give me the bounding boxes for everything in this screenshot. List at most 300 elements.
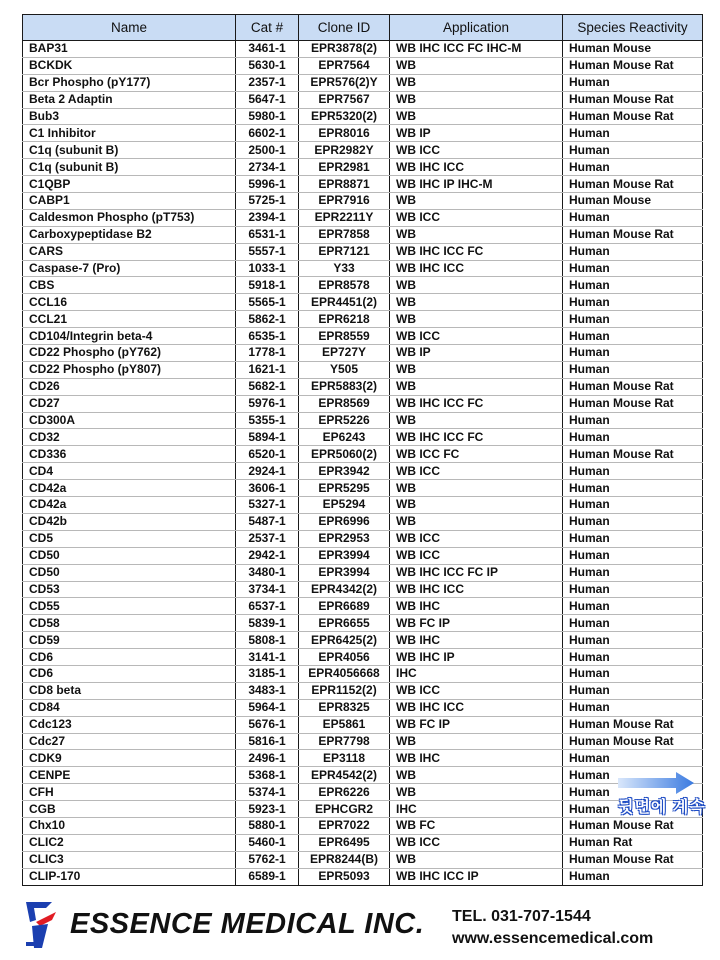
cell-species: Human: [563, 412, 703, 429]
cell-species: Human: [563, 345, 703, 362]
table-row: [23, 209, 703, 226]
table-row: [23, 733, 703, 750]
antibody-table: [22, 14, 703, 886]
table-row: [23, 294, 703, 311]
cell-species: Human Mouse Rat: [563, 446, 703, 463]
cell-name: CD58: [23, 615, 236, 632]
cell-app: WB IP: [390, 125, 563, 142]
cell-species: Human: [563, 328, 703, 345]
cell-clone: EPR7798: [299, 733, 390, 750]
cell-clone: EPR4342(2): [299, 581, 390, 598]
cell-app: WB: [390, 294, 563, 311]
cell-species: Human: [563, 547, 703, 564]
cell-cat: 6602-1: [236, 125, 299, 142]
cell-cat: 5923-1: [236, 801, 299, 818]
cell-cat: 5355-1: [236, 412, 299, 429]
table-row: [23, 176, 703, 193]
cell-cat: 5880-1: [236, 817, 299, 834]
cell-clone: EPR6425(2): [299, 632, 390, 649]
cell-cat: 5980-1: [236, 108, 299, 125]
cell-species: Human: [563, 598, 703, 615]
table-row: [23, 716, 703, 733]
cell-app: WB: [390, 226, 563, 243]
continue-note: [618, 772, 708, 820]
table-row: [23, 345, 703, 362]
table-row: [23, 767, 703, 784]
table-row: [23, 598, 703, 615]
cell-name: CD55: [23, 598, 236, 615]
cell-name: CCL21: [23, 311, 236, 328]
cell-app: WB: [390, 277, 563, 294]
table-row: [23, 649, 703, 666]
table-row: [23, 159, 703, 176]
cell-app: IHC: [390, 665, 563, 682]
table-row: [23, 632, 703, 649]
cell-clone: EPR2211Y: [299, 209, 390, 226]
table-row: [23, 91, 703, 108]
cell-cat: 5862-1: [236, 311, 299, 328]
cell-app: WB: [390, 513, 563, 530]
cell-species: Human Mouse Rat: [563, 57, 703, 74]
cell-app: WB ICC: [390, 682, 563, 699]
cell-species: Human: [563, 750, 703, 767]
cell-species: Human: [563, 801, 703, 818]
cell-clone: EPR8569: [299, 395, 390, 412]
cell-cat: 5816-1: [236, 733, 299, 750]
cell-cat: 2734-1: [236, 159, 299, 176]
table-header-row: [23, 15, 703, 41]
cell-name: CD42a: [23, 480, 236, 497]
cell-app: WB ICC: [390, 209, 563, 226]
cell-clone: EPR2982Y: [299, 142, 390, 159]
cell-cat: 3141-1: [236, 649, 299, 666]
table-row: [23, 311, 703, 328]
cell-clone: EP3118: [299, 750, 390, 767]
cell-app: WB IHC: [390, 632, 563, 649]
cell-name: Caldesmon Phospho (pT753): [23, 209, 236, 226]
cell-app: WB: [390, 311, 563, 328]
table-row: [23, 446, 703, 463]
table-row: [23, 497, 703, 514]
cell-name: CFH: [23, 784, 236, 801]
cell-clone: EPR5226: [299, 412, 390, 429]
right-arrow-icon: [618, 772, 694, 794]
cell-species: Human: [563, 243, 703, 260]
cell-cat: 5996-1: [236, 176, 299, 193]
cell-name: CD4: [23, 463, 236, 480]
cell-name: CGB: [23, 801, 236, 818]
cell-app: WB IHC ICC FC IP: [390, 564, 563, 581]
cell-clone: EPR7564: [299, 57, 390, 74]
cell-species: Human Mouse Rat: [563, 851, 703, 868]
cell-species: Human: [563, 125, 703, 142]
cell-cat: 1033-1: [236, 260, 299, 277]
cell-clone: EPR8578: [299, 277, 390, 294]
cell-name: CD6: [23, 649, 236, 666]
cell-species: Human Mouse Rat: [563, 716, 703, 733]
table-row: [23, 682, 703, 699]
cell-species: Human: [563, 581, 703, 598]
table-row: [23, 328, 703, 345]
cell-cat: 5808-1: [236, 632, 299, 649]
cell-clone: EPR7858: [299, 226, 390, 243]
cell-name: CD26: [23, 378, 236, 395]
cell-clone: EPR2981: [299, 159, 390, 176]
column-header-species: Species Reactivity: [563, 15, 703, 41]
cell-name: CD50: [23, 564, 236, 581]
cell-name: C1QBP: [23, 176, 236, 193]
cell-cat: 5565-1: [236, 294, 299, 311]
cell-species: Human: [563, 513, 703, 530]
cell-app: WB IHC ICC FC: [390, 429, 563, 446]
cell-name: CD27: [23, 395, 236, 412]
cell-clone: EPR4542(2): [299, 767, 390, 784]
cell-cat: 2942-1: [236, 547, 299, 564]
cell-app: WB: [390, 851, 563, 868]
cell-app: WB ICC: [390, 142, 563, 159]
cell-clone: EPR6655: [299, 615, 390, 632]
table-row: [23, 530, 703, 547]
cell-species: Human: [563, 632, 703, 649]
cell-cat: 5918-1: [236, 277, 299, 294]
cell-species: Human Mouse Rat: [563, 378, 703, 395]
cell-clone: EP5294: [299, 497, 390, 514]
cell-species: Human: [563, 294, 703, 311]
cell-species: Human: [563, 429, 703, 446]
table-row: [23, 699, 703, 716]
cell-clone: EPR8016: [299, 125, 390, 142]
cell-species: Human: [563, 463, 703, 480]
cell-name: BAP31: [23, 41, 236, 58]
table-row: [23, 395, 703, 412]
cell-species: Human Rat: [563, 834, 703, 851]
table-row: [23, 547, 703, 564]
cell-cat: 2924-1: [236, 463, 299, 480]
cell-name: BCKDK: [23, 57, 236, 74]
cell-app: WB IP: [390, 345, 563, 362]
cell-app: WB IHC IP IHC-M: [390, 176, 563, 193]
cell-clone: EPR7567: [299, 91, 390, 108]
cell-species: Human: [563, 615, 703, 632]
cell-clone: EPR6218: [299, 311, 390, 328]
cell-name: CBS: [23, 277, 236, 294]
cell-app: WB IHC ICC: [390, 699, 563, 716]
cell-app: WB ICC: [390, 463, 563, 480]
cell-cat: 1621-1: [236, 361, 299, 378]
cell-app: WB: [390, 57, 563, 74]
continue-on-back-text: 뒷면에 계속: [618, 799, 706, 816]
table-row: [23, 801, 703, 818]
cell-name: CD59: [23, 632, 236, 649]
cell-species: Human: [563, 209, 703, 226]
cell-name: Caspase-7 (Pro): [23, 260, 236, 277]
column-header-name: Name: [23, 15, 236, 41]
cell-app: WB: [390, 193, 563, 210]
cell-name: CD5: [23, 530, 236, 547]
cell-name: CDK9: [23, 750, 236, 767]
table-row: [23, 277, 703, 294]
cell-cat: 3480-1: [236, 564, 299, 581]
cell-name: CD53: [23, 581, 236, 598]
cell-app: WB: [390, 767, 563, 784]
cell-cat: 5839-1: [236, 615, 299, 632]
cell-clone: EPR8871: [299, 176, 390, 193]
cell-app: WB ICC: [390, 834, 563, 851]
cell-cat: 6535-1: [236, 328, 299, 345]
cell-cat: 5894-1: [236, 429, 299, 446]
cell-species: Human: [563, 74, 703, 91]
table-row: [23, 564, 703, 581]
cell-cat: 6589-1: [236, 868, 299, 885]
cell-cat: 5964-1: [236, 699, 299, 716]
cell-name: CD300A: [23, 412, 236, 429]
cell-name: CD32: [23, 429, 236, 446]
cell-cat: 3734-1: [236, 581, 299, 598]
cell-clone: EP5861: [299, 716, 390, 733]
cell-species: Human Mouse Rat: [563, 91, 703, 108]
cell-cat: 5676-1: [236, 716, 299, 733]
cell-clone: EPR5093: [299, 868, 390, 885]
cell-clone: Y505: [299, 361, 390, 378]
table-body: [23, 41, 703, 886]
table-row: [23, 480, 703, 497]
cell-app: WB: [390, 74, 563, 91]
cell-name: CD8 beta: [23, 682, 236, 699]
cell-app: WB: [390, 497, 563, 514]
cell-clone: Y33: [299, 260, 390, 277]
company-name: ESSENCE MEDICAL INC.: [70, 908, 425, 940]
cell-species: Human Mouse Rat: [563, 395, 703, 412]
cell-clone: EPR7022: [299, 817, 390, 834]
cell-app: WB: [390, 91, 563, 108]
cell-cat: 5725-1: [236, 193, 299, 210]
cell-clone: EPR3994: [299, 547, 390, 564]
cell-app: WB ICC: [390, 328, 563, 345]
cell-species: Human: [563, 564, 703, 581]
cell-app: WB: [390, 733, 563, 750]
cell-app: WB: [390, 784, 563, 801]
cell-app: WB IHC IP: [390, 649, 563, 666]
cell-cat: 2394-1: [236, 209, 299, 226]
cell-app: WB FC IP: [390, 716, 563, 733]
cell-clone: EPR576(2)Y: [299, 74, 390, 91]
cell-clone: EPR5320(2): [299, 108, 390, 125]
cell-species: Human: [563, 767, 703, 784]
website-link[interactable]: www.essencemedical.com: [452, 930, 654, 947]
cell-cat: 5557-1: [236, 243, 299, 260]
table-row: [23, 378, 703, 395]
cell-cat: 2496-1: [236, 750, 299, 767]
table-row: [23, 193, 703, 210]
cell-clone: EPR8244(B): [299, 851, 390, 868]
cell-cat: 2500-1: [236, 142, 299, 159]
cell-species: Human Mouse Rat: [563, 176, 703, 193]
column-header-application: Application: [390, 15, 563, 41]
cell-name: Chx10: [23, 817, 236, 834]
cell-app: WB: [390, 361, 563, 378]
table-row: [23, 226, 703, 243]
cell-app: WB ICC: [390, 530, 563, 547]
cell-app: WB: [390, 108, 563, 125]
cell-species: Human: [563, 784, 703, 801]
cell-species: Human: [563, 159, 703, 176]
cell-cat: 6531-1: [236, 226, 299, 243]
cell-clone: EPR8559: [299, 328, 390, 345]
cell-name: CD42a: [23, 497, 236, 514]
cell-clone: EPR6689: [299, 598, 390, 615]
table-row: [23, 513, 703, 530]
table-row: [23, 243, 703, 260]
cell-cat: 6537-1: [236, 598, 299, 615]
cell-species: Human Mouse: [563, 41, 703, 58]
cell-cat: 2357-1: [236, 74, 299, 91]
cell-app: WB IHC ICC FC: [390, 395, 563, 412]
cell-cat: 5762-1: [236, 851, 299, 868]
cell-cat: 2537-1: [236, 530, 299, 547]
cell-species: Human: [563, 260, 703, 277]
cell-clone: EPR6996: [299, 513, 390, 530]
table-row: [23, 784, 703, 801]
cell-cat: 5487-1: [236, 513, 299, 530]
cell-species: Human: [563, 277, 703, 294]
cell-clone: EPR6495: [299, 834, 390, 851]
column-header-clone-id: Clone ID: [299, 15, 390, 41]
footer: [0, 898, 720, 960]
cell-species: Human: [563, 699, 703, 716]
cell-app: WB IHC ICC FC IHC-M: [390, 41, 563, 58]
cell-cat: 3185-1: [236, 665, 299, 682]
cell-name: Beta 2 Adaptin: [23, 91, 236, 108]
cell-clone: EPR4056668: [299, 665, 390, 682]
cell-app: WB IHC ICC: [390, 581, 563, 598]
cell-cat: 5647-1: [236, 91, 299, 108]
table-row: [23, 74, 703, 91]
cell-name: Carboxypeptidase B2: [23, 226, 236, 243]
cell-app: WB IHC ICC FC: [390, 243, 563, 260]
cell-app: WB: [390, 412, 563, 429]
cell-species: Human: [563, 530, 703, 547]
cell-name: CCL16: [23, 294, 236, 311]
cell-name: CLIC2: [23, 834, 236, 851]
cell-species: Human: [563, 480, 703, 497]
cell-name: CD336: [23, 446, 236, 463]
cell-cat: 5460-1: [236, 834, 299, 851]
cell-app: WB IHC ICC IP: [390, 868, 563, 885]
table-row: [23, 868, 703, 885]
cell-species: Human: [563, 649, 703, 666]
cell-name: C1 Inhibitor: [23, 125, 236, 142]
cell-cat: 5630-1: [236, 57, 299, 74]
cell-species: Human: [563, 142, 703, 159]
table-row: [23, 834, 703, 851]
cell-clone: EPHCGR2: [299, 801, 390, 818]
table-row: [23, 463, 703, 480]
cell-species: Human: [563, 361, 703, 378]
cell-species: Human Mouse Rat: [563, 108, 703, 125]
cell-app: WB IHC ICC: [390, 159, 563, 176]
table-row: [23, 581, 703, 598]
cell-cat: 5327-1: [236, 497, 299, 514]
cell-name: Cdc123: [23, 716, 236, 733]
cell-name: CD22 Phospho (pY807): [23, 361, 236, 378]
cell-clone: EPR4056: [299, 649, 390, 666]
cell-cat: 5374-1: [236, 784, 299, 801]
company-logo: [22, 900, 70, 950]
table-row: [23, 108, 703, 125]
table-row: [23, 615, 703, 632]
table-row: [23, 429, 703, 446]
table-row: [23, 41, 703, 58]
cell-species: Human: [563, 311, 703, 328]
cell-name: CD84: [23, 699, 236, 716]
cell-name: Bub3: [23, 108, 236, 125]
cell-species: Human Mouse Rat: [563, 733, 703, 750]
cell-app: IHC: [390, 801, 563, 818]
cell-app: WB: [390, 378, 563, 395]
cell-cat: 1778-1: [236, 345, 299, 362]
cell-species: Human Mouse: [563, 193, 703, 210]
cell-app: WB FC IP: [390, 615, 563, 632]
cell-species: Human: [563, 497, 703, 514]
cell-clone: EPR5295: [299, 480, 390, 497]
cell-clone: EPR7916: [299, 193, 390, 210]
cell-name: CD42b: [23, 513, 236, 530]
cell-app: WB IHC: [390, 750, 563, 767]
cell-name: CD50: [23, 547, 236, 564]
cell-clone: EP6243: [299, 429, 390, 446]
table-row: [23, 361, 703, 378]
table-row: [23, 57, 703, 74]
cell-clone: EPR3942: [299, 463, 390, 480]
column-header-cat: Cat #: [236, 15, 299, 41]
cell-name: Cdc27: [23, 733, 236, 750]
cell-name: CENPE: [23, 767, 236, 784]
cell-clone: EPR3994: [299, 564, 390, 581]
cell-species: Human: [563, 665, 703, 682]
cell-clone: EP727Y: [299, 345, 390, 362]
cell-clone: EPR1152(2): [299, 682, 390, 699]
cell-clone: EPR2953: [299, 530, 390, 547]
cell-app: WB ICC: [390, 547, 563, 564]
table-row: [23, 851, 703, 868]
cell-clone: EPR3878(2): [299, 41, 390, 58]
cell-clone: EPR7121: [299, 243, 390, 260]
cell-name: CLIP-170: [23, 868, 236, 885]
cell-cat: 3461-1: [236, 41, 299, 58]
cell-cat: 5682-1: [236, 378, 299, 395]
cell-cat: 3606-1: [236, 480, 299, 497]
cell-clone: EPR5883(2): [299, 378, 390, 395]
cell-species: Human Mouse Rat: [563, 226, 703, 243]
cell-name: C1q (subunit B): [23, 142, 236, 159]
cell-name: CABP1: [23, 193, 236, 210]
cell-app: WB IHC ICC: [390, 260, 563, 277]
cell-name: CLIC3: [23, 851, 236, 868]
table-row: [23, 750, 703, 767]
cell-cat: 5976-1: [236, 395, 299, 412]
cell-species: Human: [563, 868, 703, 885]
cell-cat: 6520-1: [236, 446, 299, 463]
cell-clone: EPR8325: [299, 699, 390, 716]
cell-name: CARS: [23, 243, 236, 260]
table-row: [23, 142, 703, 159]
cell-app: WB ICC FC: [390, 446, 563, 463]
cell-cat: 5368-1: [236, 767, 299, 784]
cell-name: CD22 Phospho (pY762): [23, 345, 236, 362]
cell-app: WB IHC: [390, 598, 563, 615]
cell-name: CD104/Integrin beta-4: [23, 328, 236, 345]
cell-name: CD6: [23, 665, 236, 682]
